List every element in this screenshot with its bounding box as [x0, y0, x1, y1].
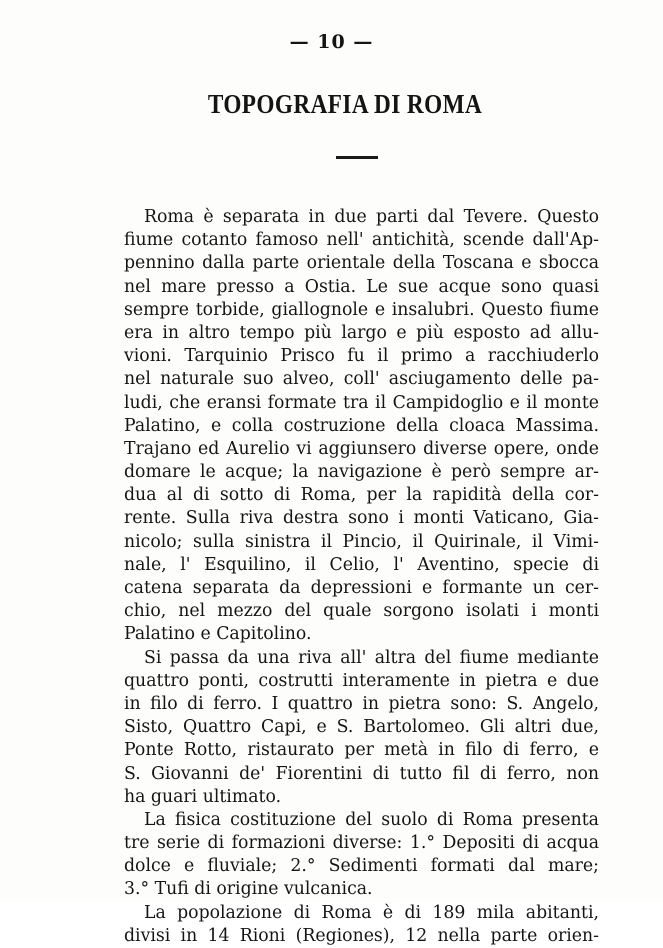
page-title: TOPOGRAFIA DI ROMA	[207, 89, 483, 119]
text-line: in filo di ferro. I quattro in pietra sono: S. Angelo,	[124, 693, 599, 714]
text-line: divisi in 14 Rioni (Regiones), 12 nella parte orien-	[124, 925, 599, 946]
text-line: Palatino e Capitolino.	[124, 624, 312, 645]
text-line: nel mare presso a Ostia. Le sue acque sono quasi	[124, 276, 599, 297]
text-line: S. Giovanni de' Fiorentini di tutto fil di ferro, non	[124, 763, 599, 784]
text-line: Palatino, e colla costruzione della cloaca Massima.	[124, 415, 599, 436]
text-line: La popolazione di Roma è di 189 mila abitanti,	[144, 902, 599, 923]
text-line: dolce e fluviale; 2.° Sedimenti formati dal mare;	[124, 856, 599, 877]
text-line: vioni. Tarquinio Prisco fu il primo a racchiuderlo	[124, 346, 599, 367]
text-line: Roma è separata in due parti dal Tevere. Questo	[144, 207, 599, 227]
text-line: domare le acque; la navigazione è però sempre ar-	[124, 462, 599, 483]
text-line: tre serie di formazioni diverse: 1.° Depositi di acqua	[124, 833, 599, 854]
text-line: fiume cotanto famoso nell' antichità, scende dall'Ap-	[124, 230, 599, 251]
text-line: La fisica costituzione del suolo di Roma presenta	[144, 809, 599, 830]
text-line: nale, l' Esquilino, il Celio, l' Aventino, specie di	[124, 554, 599, 575]
text-line: 3.° Tufi di origine vulcanica.	[124, 879, 373, 900]
text-line: era in altro tempo più largo e più esposto ad allu-	[124, 322, 599, 343]
text-line: sempre torbide, giallognole e insalubri. Questo fiume	[124, 299, 599, 320]
text-line: Sisto, Quattro Capi, e S. Bartolomeo. Gli altri due,	[124, 717, 599, 738]
text-line: catena separata da depressioni e formante un cer-	[124, 578, 599, 598]
text-line: ha guari ultimato.	[124, 786, 282, 807]
text-line: nicolo; sulla sinistra il Pincio, il Quirinale, il Vimi-	[124, 531, 599, 552]
text-line: Si passa da una riva all' altra del fiume mediante	[144, 647, 599, 668]
text-line: ludi, che eransi formate tra il Campidoglio e il monte	[124, 392, 599, 413]
page-number: — 10 —	[289, 31, 374, 53]
text-line: rente. Sulla riva destra sono i monti Vaticano, Gia-	[124, 508, 599, 529]
body-text	[124, 206, 599, 948]
text-line: quattro ponti, costrutti interamente in pietra e due	[124, 670, 599, 691]
text-line: chio, nel mezzo del quale sorgono isolati i monti	[124, 601, 599, 622]
text-line: pennino dalla parte orientale della Toscana e sbocca	[124, 253, 599, 274]
text-line: Ponte Rotto, ristaurato per metà in filo di ferro, e	[124, 740, 599, 761]
title-divider	[336, 156, 378, 159]
text-line: Trajano ed Aurelio vi aggiunsero diverse opere, onde	[124, 438, 599, 459]
text-line: dua al di sotto di Roma, per la rapidità della cor-	[124, 485, 599, 506]
text-line: nel naturale suo alveo, coll' asciugamento delle pa-	[124, 369, 599, 390]
